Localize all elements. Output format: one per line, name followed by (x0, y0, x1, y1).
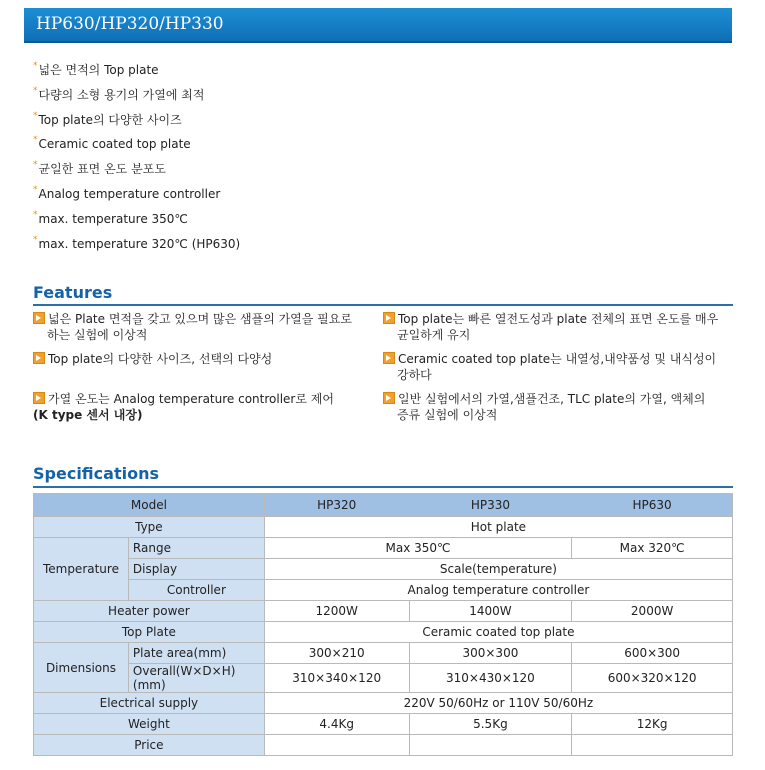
arrow-bullet-icon (33, 352, 45, 364)
product-title-banner: HP630/HP320/HP330 (24, 8, 732, 43)
table-cell: Scale(temperature) (264, 559, 732, 580)
row-label: Type (34, 517, 265, 538)
feature-item: Ceramic coated top plate는 내열성,내약품성 및 내식성이 강하다 (383, 351, 716, 383)
bullet-marker-icon: * (33, 160, 38, 171)
bullet-item: *Ceramic coated top plate (33, 135, 191, 152)
row-label: Range (128, 538, 264, 559)
group-label-dimensions: Dimensions (34, 643, 129, 693)
table-cell: 300×300 (409, 643, 572, 664)
bullet-marker-icon: * (33, 110, 38, 121)
table-row (34, 538, 733, 559)
specifications-divider (33, 486, 733, 488)
table-row (34, 601, 733, 622)
table-cell: 310×340×120 (264, 664, 409, 693)
table-cell: 220V 50/60Hz or 110V 50/60Hz (264, 693, 732, 714)
feature-item: 넓은 Plate 면적을 갖고 있으며 많은 샘플의 가열을 필요로 하는 실험에 이상적 (33, 311, 352, 343)
table-cell: 600×300 (572, 643, 733, 664)
table-cell: 12Kg (572, 714, 733, 735)
bullet-marker-icon: * (33, 135, 38, 146)
table-row (34, 517, 733, 538)
bullet-item: *Top plate의 다양한 사이즈 (33, 110, 182, 127)
bullet-item: *Analog temperature controller (33, 184, 221, 201)
group-label-temperature: Temperature (34, 538, 129, 601)
row-label: Weight (34, 714, 265, 735)
table-cell: 4.4Kg (264, 714, 409, 735)
header-hp320: HP320 (264, 494, 409, 517)
feature-item: Top plate의 다양한 사이즈, 선택의 다양성 (33, 351, 272, 367)
row-label: Top Plate (34, 622, 265, 643)
bullet-list (33, 58, 240, 256)
table-cell: Analog temperature controller (264, 580, 732, 601)
table-row (34, 559, 733, 580)
row-label: Price (34, 735, 265, 756)
arrow-bullet-icon (33, 312, 45, 324)
header-model: Model (34, 494, 265, 517)
row-label: Display (128, 559, 264, 580)
specifications-table (33, 493, 733, 756)
table-cell: 2000W (572, 601, 733, 622)
table-cell: 310×430×120 (409, 664, 572, 693)
specifications-heading: Specifications (33, 464, 159, 483)
bullet-item: *max. temperature 350℃ (33, 209, 188, 226)
table-cell: 300×210 (264, 643, 409, 664)
table-cell: Max 320℃ (572, 538, 733, 559)
features-divider (33, 304, 733, 306)
bullet-item: *균일한 표면 온도 분포도 (33, 160, 166, 177)
row-label: Plate area(mm) (128, 643, 264, 664)
table-cell: Hot plate (264, 517, 732, 538)
arrow-bullet-icon (383, 352, 395, 364)
table-cell (572, 735, 733, 756)
table-row (34, 580, 733, 601)
table-row (34, 693, 733, 714)
header-hp330: HP330 (409, 494, 572, 517)
bullet-item: *max. temperature 320℃ (HP630) (33, 234, 241, 251)
row-label: Electrical supply (34, 693, 265, 714)
feature-item: 일반 실험에서의 가열,샘플건조, TLC plate의 가열, 액체의 증류 실험에 이상적 (383, 391, 705, 423)
table-cell: 5.5Kg (409, 714, 572, 735)
table-row (34, 664, 733, 693)
table-cell: Max 350℃ (264, 538, 571, 559)
arrow-bullet-icon (383, 312, 395, 324)
row-label: Overall(W×D×H)(mm) (128, 664, 264, 693)
arrow-bullet-icon (383, 392, 395, 404)
bullet-marker-icon: * (33, 209, 38, 220)
feature-item: Top plate는 빠른 열전도성과 plate 전체의 표면 온도를 매우 균일하게 유지 (383, 311, 718, 343)
features-heading: Features (33, 283, 113, 302)
arrow-bullet-icon (33, 392, 45, 404)
header-hp630: HP630 (572, 494, 733, 517)
table-cell: 600×320×120 (572, 664, 733, 693)
bullet-item: *다량의 소형 용기의 가열에 최적 (33, 85, 205, 102)
table-cell (264, 735, 409, 756)
feature-item: 가열 온도는 Analog temperature controller로 제어 (K type 센서 내장) (33, 392, 334, 422)
table-cell: Ceramic coated top plate (264, 622, 732, 643)
table-row (34, 714, 733, 735)
bullet-marker-icon: * (33, 61, 38, 71)
bullet-item: *넓은 면적의 Top plate (33, 61, 159, 77)
row-label: Heater power (34, 601, 265, 622)
table-cell: 1400W (409, 601, 572, 622)
table-row (34, 735, 733, 756)
bullet-marker-icon: * (33, 234, 38, 245)
table-row (34, 643, 733, 664)
table-cell: 1200W (264, 601, 409, 622)
table-header-row (34, 494, 733, 517)
table-row (34, 622, 733, 643)
bullet-marker-icon: * (33, 85, 38, 96)
row-label: Controller (128, 580, 264, 601)
table-cell (409, 735, 572, 756)
bullet-marker-icon: * (33, 184, 38, 195)
